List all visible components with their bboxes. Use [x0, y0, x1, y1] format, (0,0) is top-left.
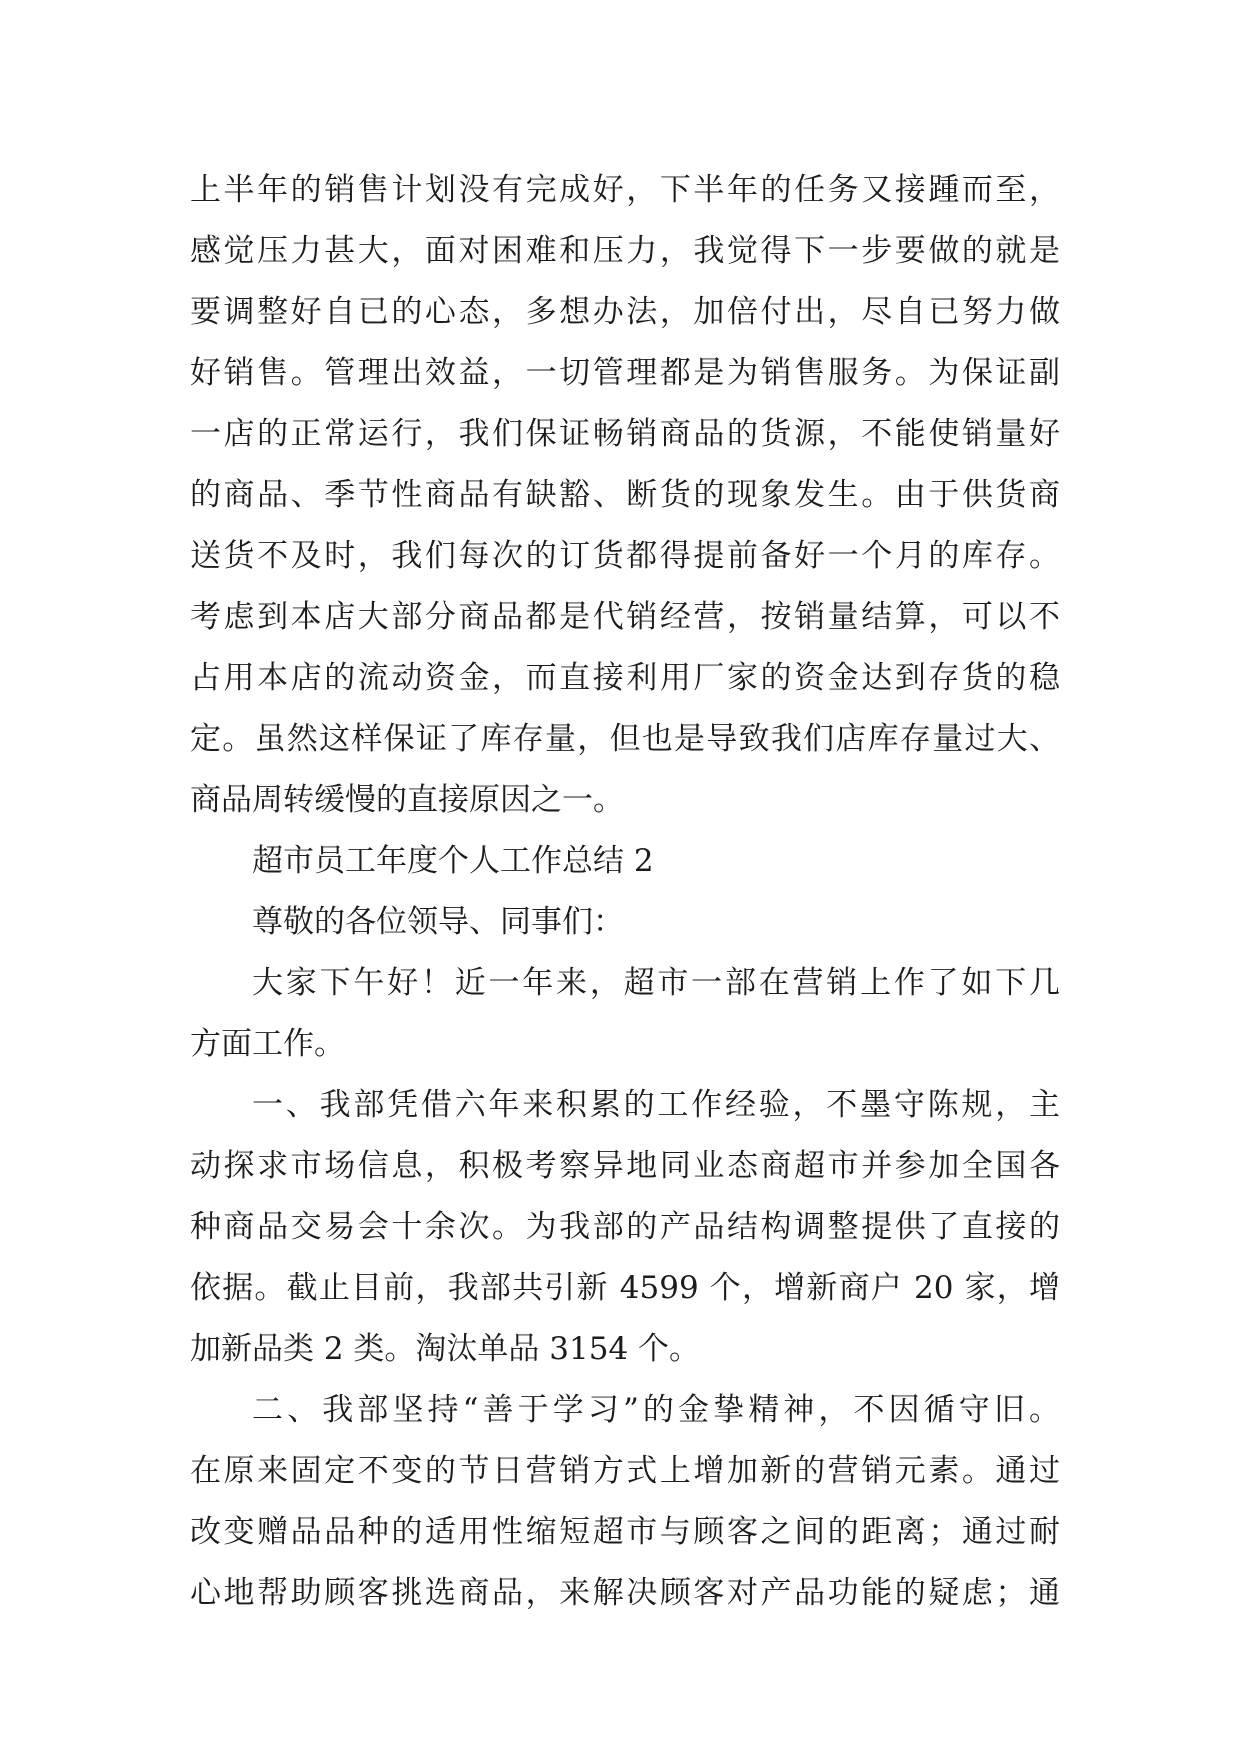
- text-line: 商品周转缓慢的直接原因之一。: [190, 782, 624, 818]
- text-line: 感觉压力甚大，面对困难和压力，我觉得下一步要做的就是: [190, 233, 1060, 269]
- text-line: 在原来固定不变的节日营销方式上增加新的营销元素。通过: [190, 1453, 1060, 1489]
- text-line: 方面工作。: [190, 1026, 345, 1062]
- text-line: 一店的正常运行，我们保证畅销商品的货源，不能使销量好: [190, 416, 1060, 452]
- text-line: 要调整好自已的心态，多想办法，加倍付出，尽自已努力做: [190, 294, 1060, 330]
- text-line: 上半年的销售计划没有完成好，下半年的任务又接踵而至，: [190, 172, 1060, 208]
- text-line: 定。虽然这样保证了库存量，但也是导致我们店库存量过大、: [190, 721, 1060, 757]
- text-line: 占用本店的流动资金，而直接利用厂家的资金达到存货的稳: [190, 660, 1060, 696]
- text-line: 心地帮助顾客挑选商品，来解决顾客对产品功能的疑虑；通: [190, 1575, 1060, 1611]
- text-line: 大家下午好！近一年来，超市一部在营销上作了如下几: [252, 965, 1060, 1001]
- text-line: 超市员工年度个人工作总结 2: [252, 843, 654, 879]
- text-line: 尊敬的各位领导、同事们：: [252, 904, 624, 940]
- text-line: 加新品类 2 类。淘汰单品 3154 个。: [190, 1331, 701, 1367]
- text-line: 的商品、季节性商品有缺豁、断货的现象发生。由于供货商: [190, 477, 1060, 513]
- text-line: 二、我部坚持“善于学习”的金挚精神，不因循守旧。: [252, 1392, 1060, 1428]
- text-line: 考虑到本店大部分商品都是代销经营，按销量结算，可以不: [190, 599, 1060, 635]
- text-line: 好销售。管理出效益，一切管理都是为销售服务。为保证副: [190, 355, 1060, 391]
- text-line: 动探求市场信息，积极考察异地同业态商超市并参加全国各: [190, 1148, 1060, 1184]
- document-body: [190, 160, 1060, 1624]
- text-line: 一、我部凭借六年来积累的工作经验，不墨守陈规，主: [252, 1087, 1060, 1123]
- text-line: 依据。截止目前，我部共引新 4599 个，增新商户 20 家，增: [190, 1270, 1060, 1306]
- text-line: 送货不及时，我们每次的订货都得提前备好一个月的库存。: [190, 538, 1060, 574]
- text-line: 种商品交易会十余次。为我部的产品结构调整提供了直接的: [190, 1209, 1060, 1245]
- text-line: 改变赠品品种的适用性缩短超市与顾客之间的距离；通过耐: [190, 1514, 1060, 1550]
